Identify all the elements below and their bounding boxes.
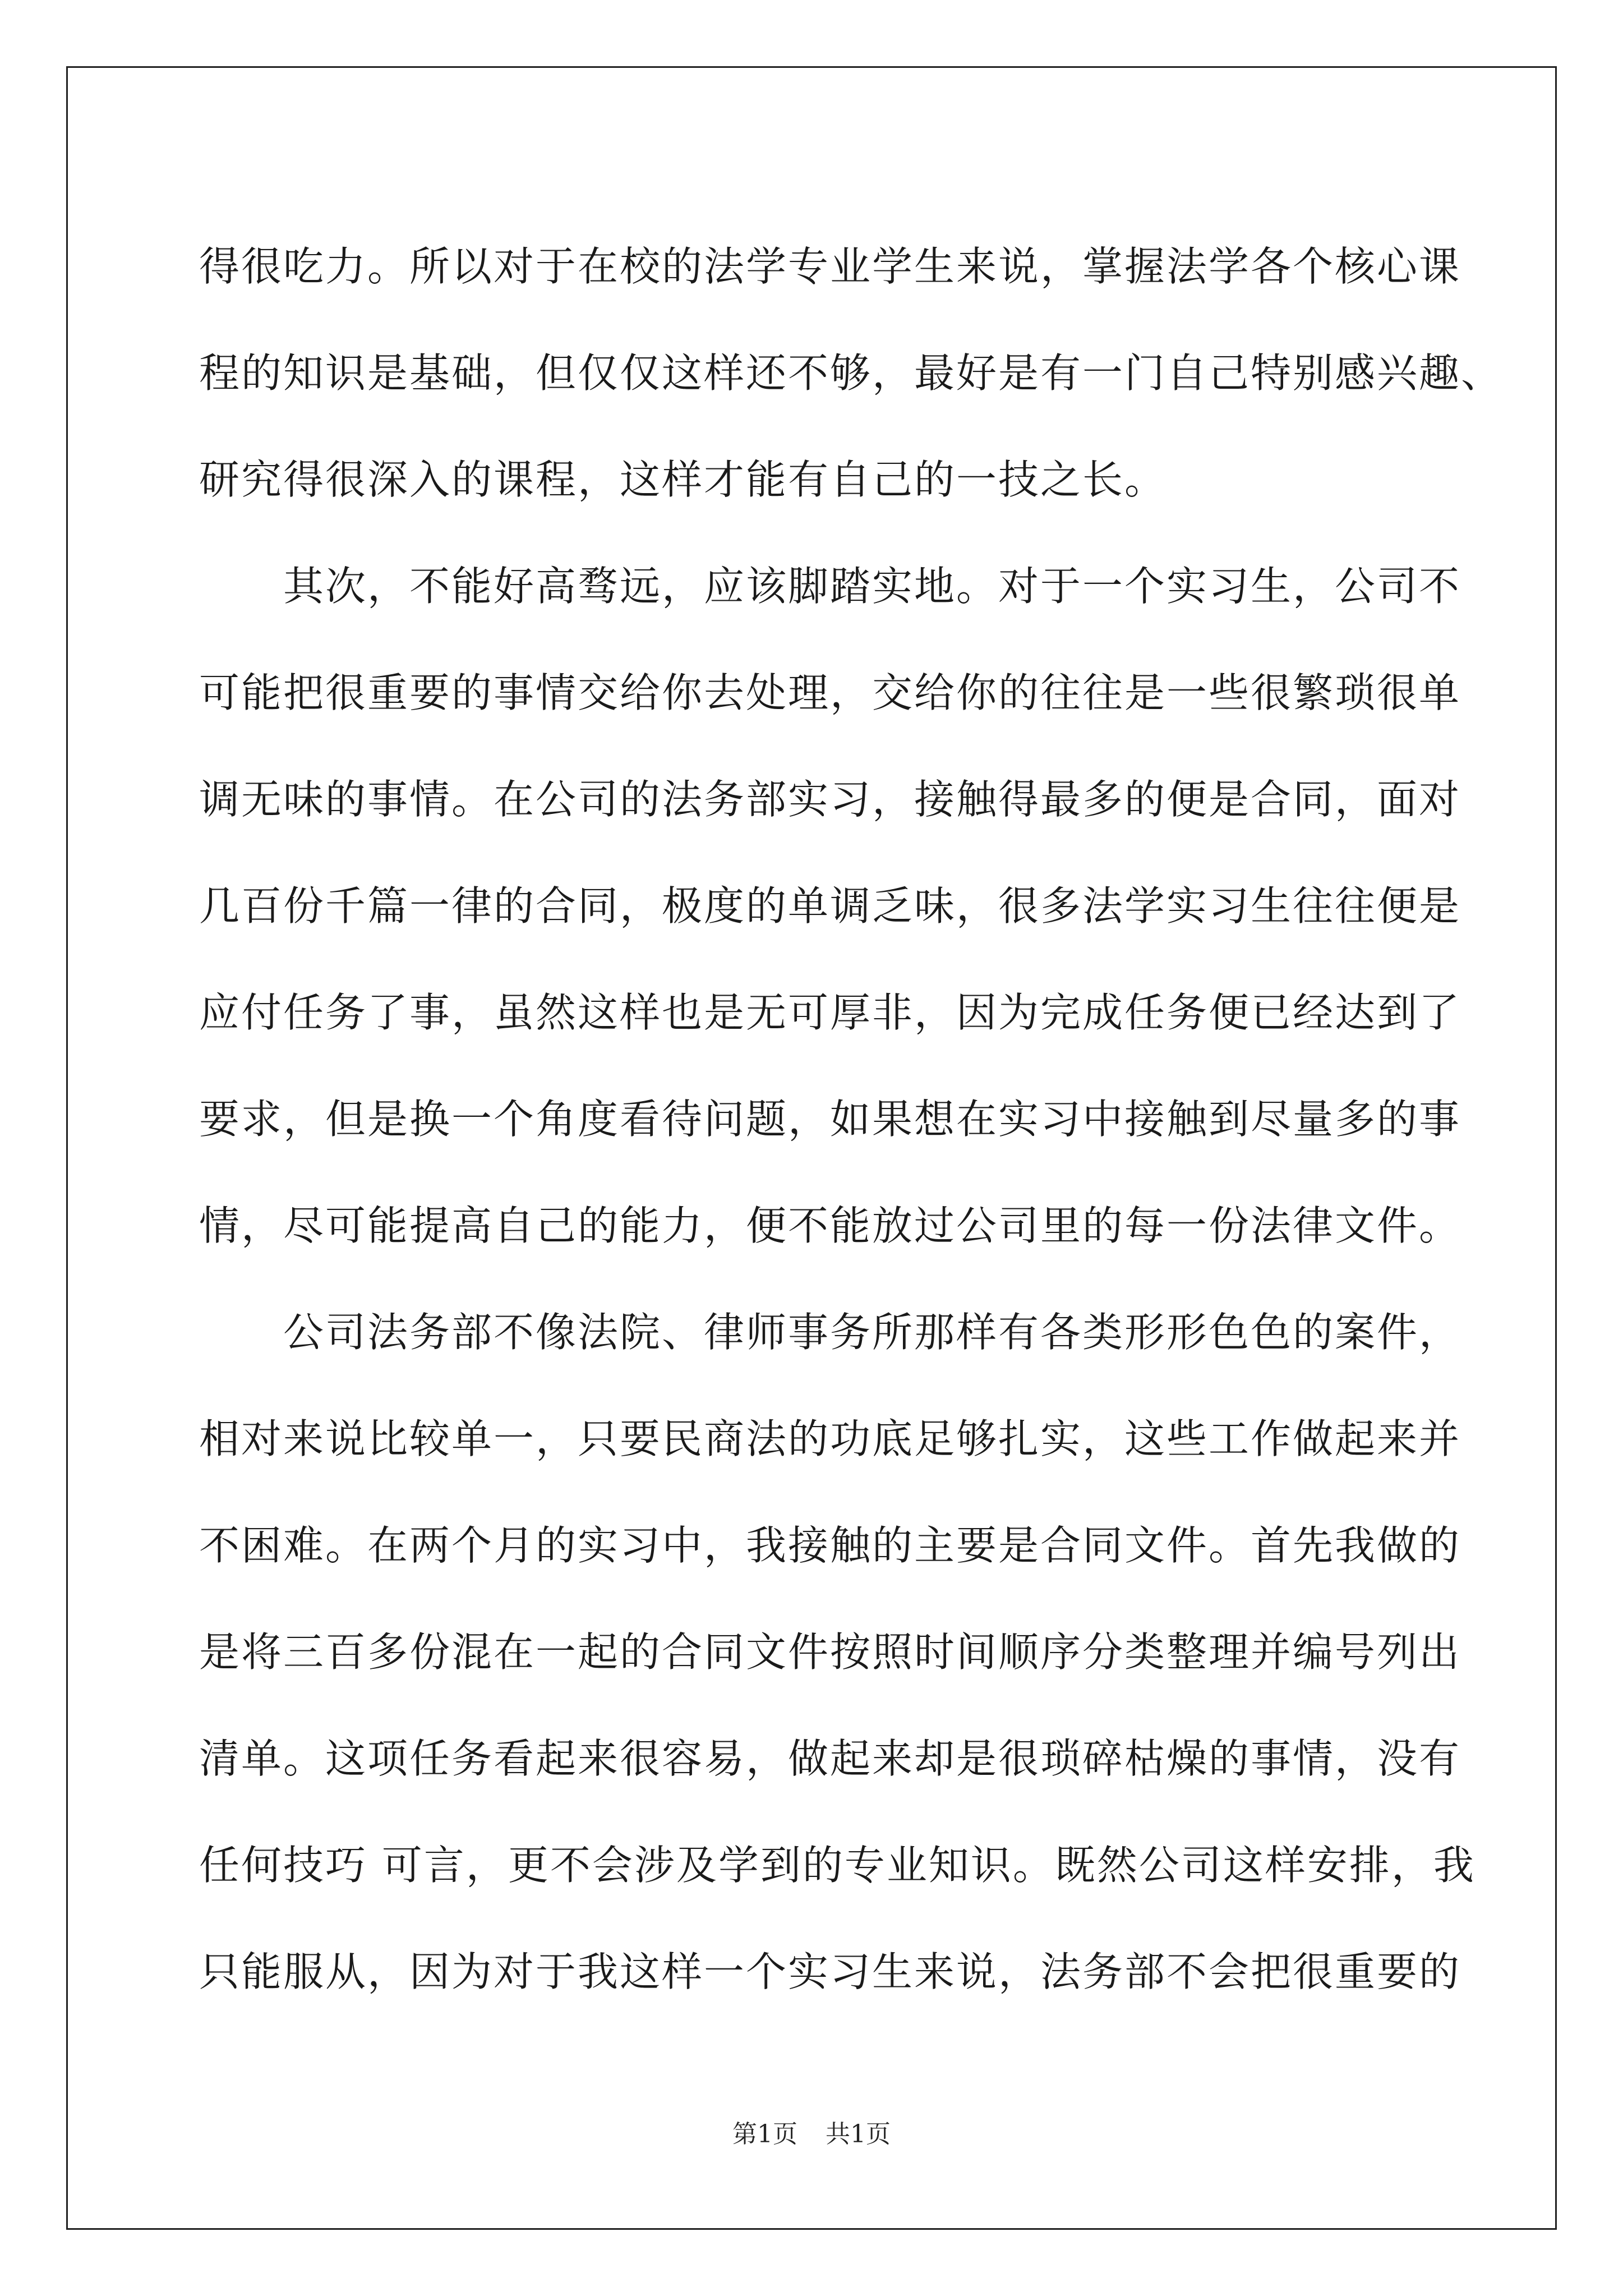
body-line: 相对来说比较单一，只要民商法的功底足够扎实，这些工作做起来并 xyxy=(199,1415,1461,1462)
page-total: 共1页 xyxy=(826,2120,891,2148)
body-line: 程的知识是基础，但仅仅这样还不够，最好是有一门自己特别感兴趣、 xyxy=(199,349,1504,397)
body-line: 可能把很重要的事情交给你去处理，交给你的往往是一些很繁琐很单 xyxy=(199,669,1461,716)
body-line: 调无味的事情。在公司的法务部实习，接触得最多的便是合同，面对 xyxy=(199,776,1461,823)
page-number: 第1页 xyxy=(732,2120,797,2148)
document-body xyxy=(199,213,1504,2025)
body-line: 得很吃力。所以对于在校的法学专业学生来说，掌握法学各个核心课 xyxy=(199,243,1461,290)
body-line: 任何技巧 可言，更不会涉及学到的专业知识。既然公司这样安排，我 xyxy=(199,1842,1476,1889)
body-line: 几百份千篇一律的合同，极度的单调乏味，很多法学实习生往往便是 xyxy=(199,882,1461,930)
body-line: 清单。这项任务看起来很容易，做起来却是很琐碎枯燥的事情，没有 xyxy=(199,1735,1461,1782)
page-footer xyxy=(0,2118,1623,2151)
body-line: 不困难。在两个月的实习中，我接触的主要是合同文件。首先我做的 xyxy=(199,1522,1461,1569)
body-line: 应付任务了事，虽然这样也是无可厚非，因为完成任务便已经达到了 xyxy=(199,989,1461,1036)
body-line: 只能服从，因为对于我这样一个实习生来说，法务部不会把很重要的 xyxy=(199,1948,1461,1995)
body-line: 要求，但是换一个角度看待问题，如果想在实习中接触到尽量多的事 xyxy=(199,1096,1461,1143)
body-line: 研究得很深入的课程，这样才能有自己的一技之长。 xyxy=(199,456,1167,503)
body-line: 其次，不能好高骛远，应该脚踏实地。对于一个实习生，公司不 xyxy=(283,563,1461,610)
body-line: 情，尽可能提高自己的能力，便不能放过公司里的每一份法律文件。 xyxy=(199,1202,1461,1249)
body-line: 是将三百多份混在一起的合同文件按照时间顺序分类整理并编号列出 xyxy=(199,1628,1461,1676)
body-line: 公司法务部不像法院、律师事务所那样有各类形形色色的案件， xyxy=(283,1309,1461,1356)
